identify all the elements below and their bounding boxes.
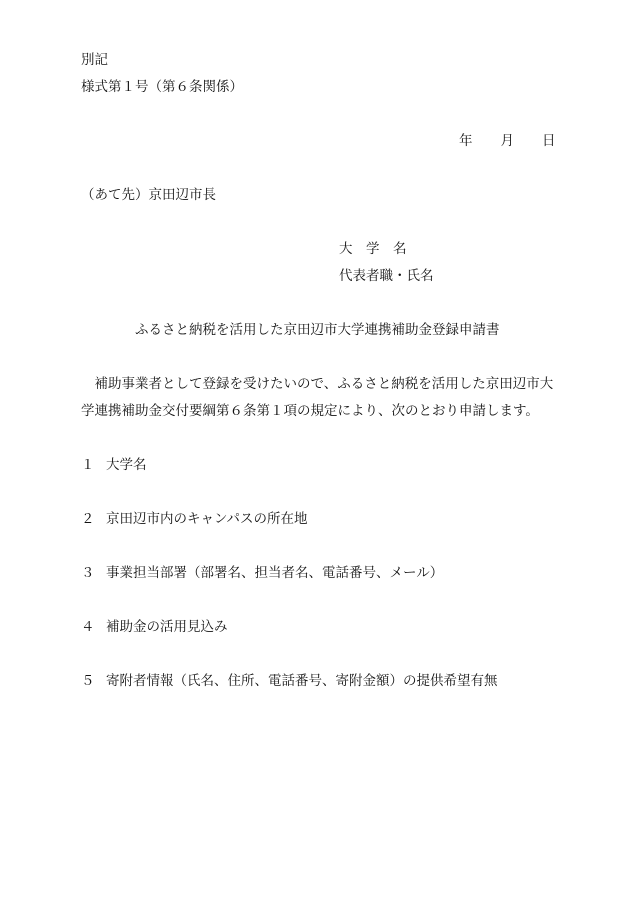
date-line	[459, 135, 556, 149]
list-item-university-name	[81, 459, 147, 473]
body-text-line-1: 補助事業者として登録を受けたいので、ふるさと納税を活用した京田辺市大	[81, 376, 554, 392]
list-item-label: 補助金の活用見込み	[106, 619, 228, 635]
list-item-donor-info	[81, 675, 498, 689]
list-item-label: 大学名	[106, 457, 147, 473]
list-item-campus-location	[81, 513, 308, 527]
date-year-label: 年	[459, 133, 473, 149]
annex-label: 別記	[81, 52, 108, 68]
list-item-department	[81, 567, 443, 581]
representative-label: 代表者職・氏名	[339, 268, 434, 284]
list-item-label: 京田辺市内のキャンパスの所在地	[106, 511, 308, 527]
list-item-number: １	[81, 457, 95, 473]
list-item-number: ２	[81, 511, 95, 527]
list-item-number: ３	[81, 565, 95, 581]
form-number: 様式第１号（第６条関係）	[81, 79, 243, 95]
list-item-number: ４	[81, 619, 95, 635]
list-item-subsidy-usage	[81, 621, 228, 635]
date-month-label: 月	[500, 133, 514, 149]
list-item-label: 事業担当部署（部署名、担当者名、電話番号、メール）	[106, 565, 444, 581]
university-name-label: 大 学 名	[339, 241, 407, 257]
list-item-label: 寄附者情報（氏名、住所、電話番号、寄附金額）の提供希望有無	[106, 673, 498, 689]
list-item-number: ５	[81, 673, 95, 689]
addressee: （あて先）京田辺市長	[81, 187, 216, 203]
document-title: ふるさと納税を活用した京田辺市大学連携補助金登録申請書	[135, 322, 500, 338]
date-day-label: 日	[542, 133, 556, 149]
body-text-line-2: 学連携補助金交付要綱第６条第１項の規定により、次のとおり申請します。	[81, 403, 539, 419]
